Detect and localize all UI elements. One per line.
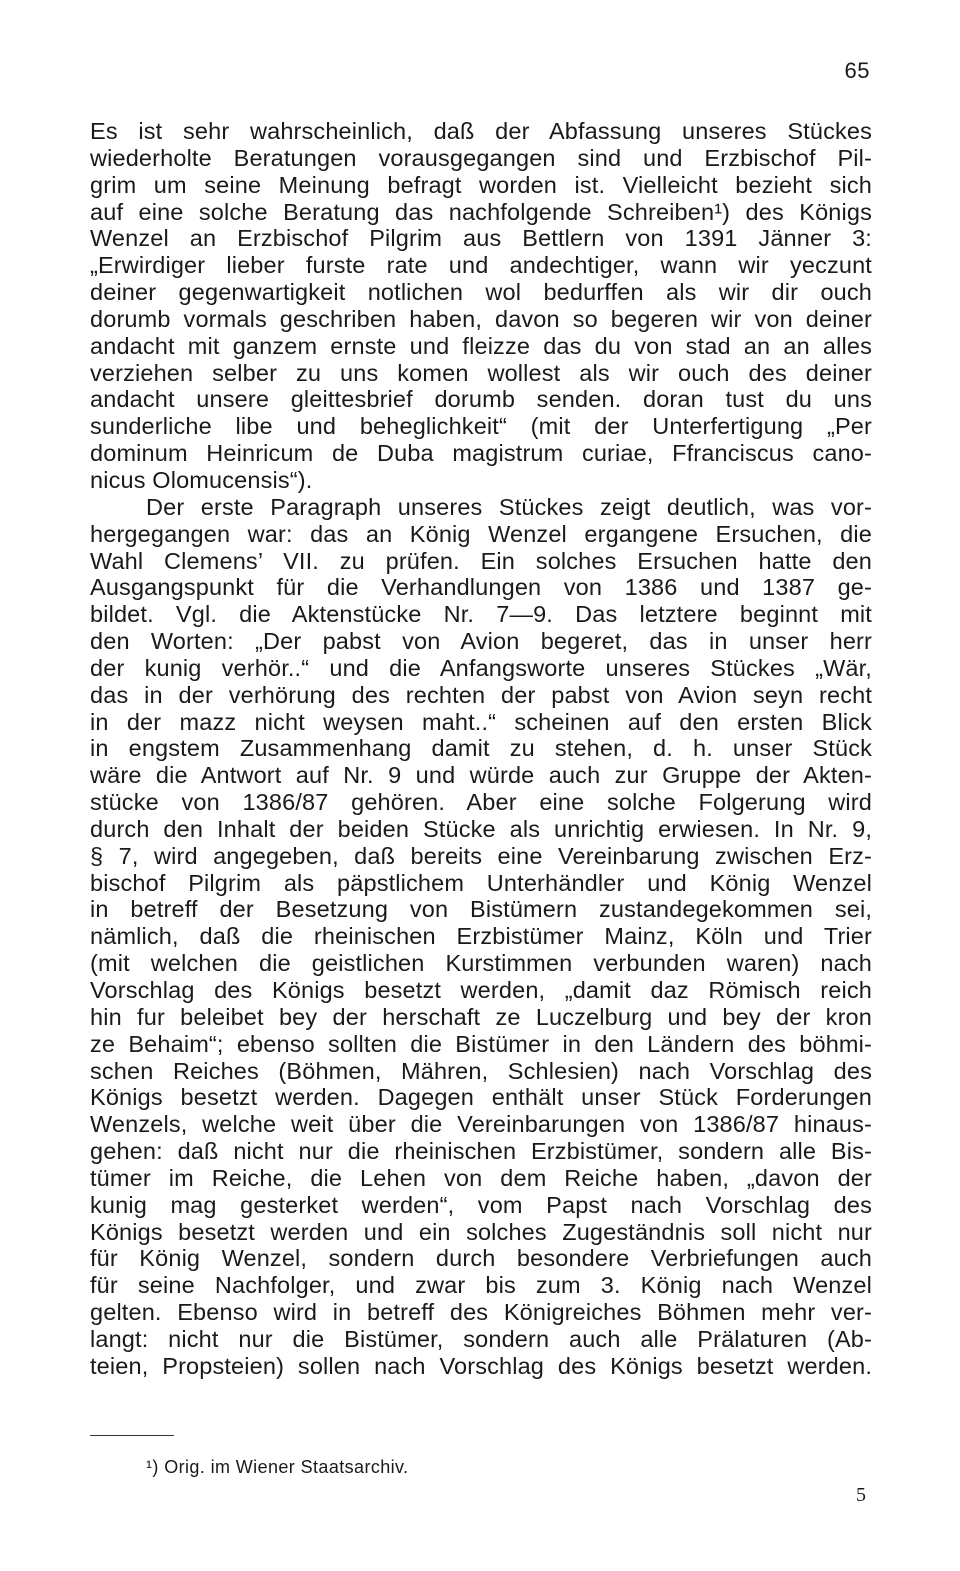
text-line: teien, Propsteien) sollen nach Vorschlag des Königs besetzt werden. <box>90 1352 872 1379</box>
text-line: Es ist sehr wahrscheinlich, daß der Abfassung unseres Stückes <box>90 118 872 144</box>
text-line: in betreff der Besetzung von Bistümern zustandegekommen sei, <box>90 896 872 923</box>
text-line: nicus Olomucensis“). <box>90 466 313 493</box>
text-line: andacht unsere gleittesbrief dorumb senden. doran tust du uns <box>90 386 872 413</box>
text-line: andacht mit ganzem ernste und fleizze das du von stad an an alles <box>90 332 872 359</box>
text-line: für seine Nachfolger, und zwar bis zum 3. König nach Wenzel <box>90 1272 872 1299</box>
text-line: Vorschlag des Königs besetzt werden, „damit daz Römisch reich <box>90 977 872 1003</box>
text-line: dorumb vormals geschriben haben, davon so begeren wir von deiner <box>90 305 872 332</box>
text-line: für König Wenzel, sondern durch besondere Verbriefungen auch <box>90 1245 872 1272</box>
text-line: gehen: daß nicht nur die rheinischen Erzbistümer, sondern alle Bis- <box>90 1138 872 1165</box>
text-line: Wenzels, welche weit über die Vereinbarungen von 1386/87 hinaus- <box>90 1111 872 1138</box>
text-line: stücke von 1386/87 gehören. Aber eine solche Folgerung wird <box>90 789 872 816</box>
text-line: hin fur beleibet bey der herschaft ze Luczelburg und bey der kron <box>90 1003 872 1030</box>
text-line: bildet. Vgl. die Aktenstücke Nr. 7—9. Das letztere beginnt mit <box>90 601 872 628</box>
footnote-rule <box>90 1435 174 1436</box>
text-line: in engstem Zusammenhang damit zu stehen, d. h. unser Stück <box>90 735 872 762</box>
text-line: der kunig verhör..“ und die Anfangsworte unseres Stückes „Wär, <box>90 654 872 681</box>
text-line: wiederholte Beratungen vorausgegangen sind und Erzbischof Pil- <box>90 144 872 171</box>
text-line: Wenzel an Erzbischof Pilgrim aus Bettlern von 1391 Jänner 3: <box>90 225 872 252</box>
text-line: hergegangen war: das an König Wenzel ergangene Ersuchen, die <box>90 520 872 547</box>
text-line: Königs besetzt werden und ein solches Zugeständnis soll nicht nur <box>90 1218 872 1245</box>
text-line: deiner gegenwartigkeit notlichen wol bedurffen als wir dir ouch <box>90 279 872 306</box>
page-number: 65 <box>844 58 870 83</box>
text-line: langt: nicht nur die Bistümer, sondern auch alle Prälaturen (Ab- <box>90 1325 872 1352</box>
text-line: kunig mag gesterket werden“, vom Papst nach Vorschlag des <box>90 1191 872 1218</box>
text-line: schen Reiches (Böhmen, Mähren, Schlesien) nach Vorschlag des <box>90 1057 872 1084</box>
signature-mark: 5 <box>856 1484 866 1506</box>
text-line: (mit welchen die geistlichen Kurstimmen verbunden waren) nach <box>90 950 872 977</box>
text-line: sunderliche libe und beheglichkeit“ (mit der Unterfertigung „Per <box>90 413 872 440</box>
text-line: dominum Heinricum de Duba magistrum curiae, Ffranciscus cano- <box>90 440 872 467</box>
text-line: verziehen selber zu uns komen wollest als wir ouch des deiner <box>90 359 872 386</box>
text-line: in der mazz nicht weysen maht..“ scheinen auf den ersten Blick <box>90 708 872 735</box>
text-line: bischof Pilgrim als päpstlichem Unterhändler und König Wenzel <box>90 869 872 896</box>
text-line: durch den Inhalt der beiden Stücke als unrichtig erwiesen. In Nr. 9, <box>90 815 872 842</box>
text-line: ze Behaim“; ebenso sollten die Bistümer in den Ländern des böhmi- <box>90 1030 872 1057</box>
text-line: § 7, wird angegeben, daß bereits eine Vereinbarung zwischen Erz- <box>90 842 872 869</box>
text-line: grim um seine Meinung befragt worden ist. Vielleicht bezieht sich <box>90 171 872 198</box>
text-line: den Worten: „Der pabst von Avion begeret, das in unser herr <box>90 628 872 655</box>
text-line: gelten. Ebenso wird in betreff des Königreiches Böhmen mehr ver- <box>90 1299 872 1326</box>
text-line: das in der verhörung des rechten der pabst von Avion seyn recht <box>90 681 872 708</box>
text-line: auf eine solche Beratung das nachfolgende Schreiben¹) des Königs <box>90 198 872 225</box>
text-line: tümer im Reiche, die Lehen von dem Reiche haben, „davon der <box>90 1164 872 1191</box>
body-text <box>90 118 872 1380</box>
text-line: Der erste Paragraph unseres Stückes zeigt deutlich, was vor- <box>146 493 872 520</box>
text-line: Ausgangspunkt für die Verhandlungen von 1386 und 1387 ge- <box>90 574 872 601</box>
text-line: Wahl Clemens’ VII. zu prüfen. Ein solches Ersuchen hatte den <box>90 547 872 574</box>
text-line: nämlich, daß die rheinischen Erzbistümer Mainz, Köln und Trier <box>90 923 872 950</box>
text-line: Königs besetzt werden. Dagegen enthält unser Stück Forderungen <box>90 1084 872 1111</box>
text-line: „Erwirdiger lieber furste rate und andechtiger, wann wir yeczunt <box>90 252 872 279</box>
footnote: ¹) Orig. im Wiener Staatsarchiv. <box>146 1457 409 1477</box>
text-line: wäre die Antwort auf Nr. 9 und würde auch zur Gruppe der Akten- <box>90 762 872 789</box>
